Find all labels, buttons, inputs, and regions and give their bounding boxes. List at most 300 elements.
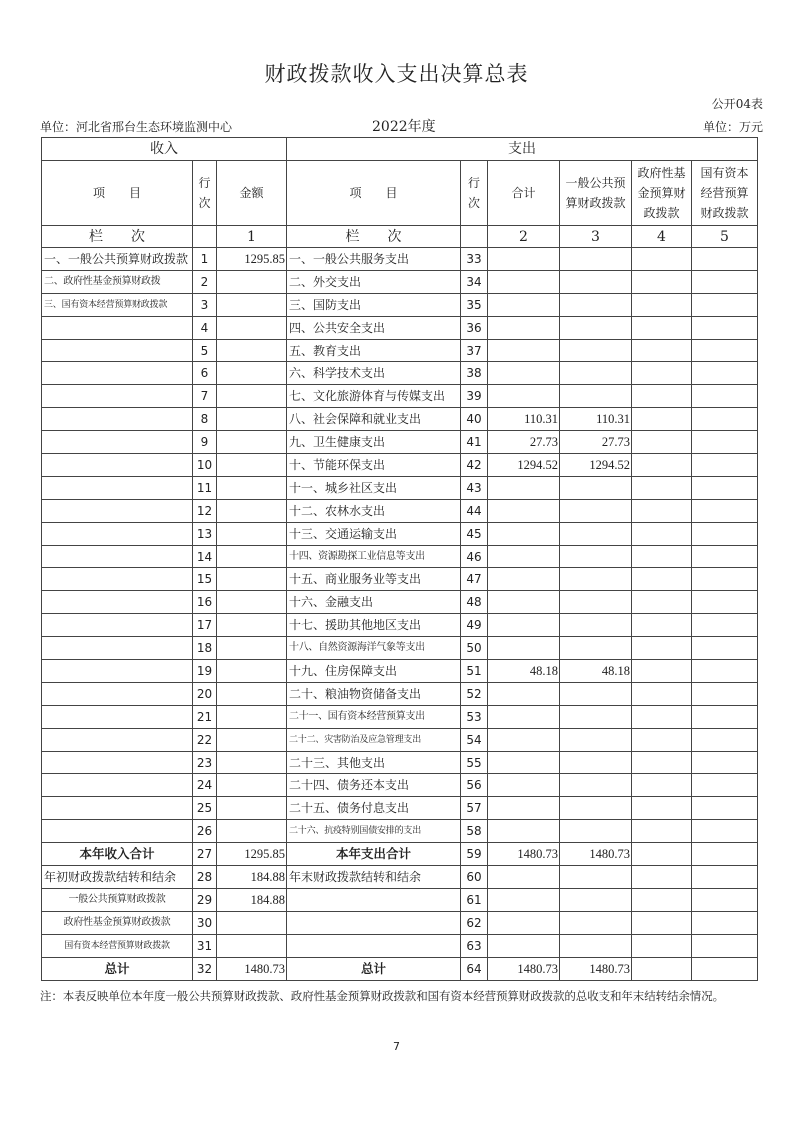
expense-line-no: 40: [461, 408, 488, 431]
state-capital-amount: [692, 408, 758, 431]
expense-line-no: 43: [461, 476, 488, 499]
gov-fund-amount: [632, 682, 692, 705]
expense-item: 四、公共安全支出: [287, 316, 461, 339]
income-line-no: 11: [193, 476, 217, 499]
general-budget-amount: [560, 316, 632, 339]
header-row-sections: [42, 138, 758, 161]
gov-fund-amount: [632, 362, 692, 385]
table-row: [42, 911, 758, 934]
income-item: [42, 728, 193, 751]
income-line-no: 15: [193, 568, 217, 591]
state-capital-amount: [692, 499, 758, 522]
state-capital-amount: [692, 293, 758, 316]
general-budget-amount: [560, 499, 632, 522]
general-budget-amount: [560, 911, 632, 934]
general-budget-amount: [560, 866, 632, 889]
income-line-no: 30: [193, 911, 217, 934]
expense-total: [488, 339, 560, 362]
expense-total: [488, 591, 560, 614]
table-row: [42, 431, 758, 454]
expense-item: 二十六、抗疫特别国债安排的支出: [287, 820, 461, 843]
fiscal-year: 2022年度: [372, 119, 436, 135]
income-line-no: 1: [193, 248, 217, 271]
income-item: [42, 476, 193, 499]
income-item: 年初财政拨款结转和结余: [42, 866, 193, 889]
expense-item: 二、外交支出: [287, 270, 461, 293]
expense-line-no: 35: [461, 293, 488, 316]
expense-line-no: 59: [461, 843, 488, 866]
state-capital-amount: [692, 957, 758, 980]
income-item: [42, 568, 193, 591]
expense-total: [488, 270, 560, 293]
state-capital-amount: [692, 637, 758, 660]
currency-unit: 单位：万元: [702, 120, 763, 134]
general-budget-amount: [560, 637, 632, 660]
general-budget-amount: 1480.73: [560, 957, 632, 980]
state-capital-amount: [692, 911, 758, 934]
income-item: [42, 499, 193, 522]
income-amount-header: 金额: [217, 161, 287, 226]
table-row: [42, 843, 758, 866]
header-row-columns: [42, 161, 758, 226]
general-budget-amount: [560, 728, 632, 751]
general-budget-amount: [560, 339, 632, 362]
expense-item: 年末财政拨款结转和结余: [287, 866, 461, 889]
expense-line-no: 46: [461, 545, 488, 568]
empty-cell: [193, 226, 217, 248]
general-budget-amount: [560, 522, 632, 545]
income-amount: 1480.73: [217, 957, 287, 980]
income-item: 国有资本经营预算财政拨款: [42, 934, 193, 957]
income-item: [42, 751, 193, 774]
general-budget-amount: [560, 591, 632, 614]
income-line-no: 26: [193, 820, 217, 843]
state-capital-amount: [692, 476, 758, 499]
state-capital-amount: [692, 270, 758, 293]
income-amount: [217, 934, 287, 957]
header-row-column-numbers: [42, 226, 758, 248]
expense-total: [488, 820, 560, 843]
expense-line-no: 51: [461, 660, 488, 683]
table-row: [42, 614, 758, 637]
income-amount: [217, 316, 287, 339]
general-budget-amount: [560, 934, 632, 957]
table-row: [42, 637, 758, 660]
table-row: [42, 705, 758, 728]
gov-fund-amount: [632, 568, 692, 591]
income-item: [42, 454, 193, 477]
gov-fund-amount: [632, 797, 692, 820]
gov-fund-amount: [632, 591, 692, 614]
income-line-no: 17: [193, 614, 217, 637]
income-amount: [217, 431, 287, 454]
gov-fund-amount: [632, 911, 692, 934]
general-budget-amount: 110.31: [560, 408, 632, 431]
state-capital-amount: [692, 362, 758, 385]
general-budget-amount: [560, 476, 632, 499]
expense-total: [488, 568, 560, 591]
income-line-no: 24: [193, 774, 217, 797]
document-title: 财政拨款收入支出决算总表: [264, 62, 529, 86]
income-amount: [217, 293, 287, 316]
table-row: [42, 408, 758, 431]
income-amount: [217, 385, 287, 408]
table-row: [42, 728, 758, 751]
income-amount: [217, 499, 287, 522]
income-amount: 1295.85: [217, 248, 287, 271]
expense-item: 二十一、国有资本经营预算支出: [287, 705, 461, 728]
income-amount: [217, 339, 287, 362]
general-budget-amount: [560, 362, 632, 385]
expense-item: 二十二、灾害防治及应急管理支出: [287, 728, 461, 751]
expense-item: 十一、城乡社区支出: [287, 476, 461, 499]
expense-line-no: 54: [461, 728, 488, 751]
income-amount: [217, 705, 287, 728]
state-capital-amount: [692, 797, 758, 820]
expense-item: [287, 934, 461, 957]
table-row: [42, 293, 758, 316]
income-item: [42, 545, 193, 568]
income-line-no: 27: [193, 843, 217, 866]
page-number: 7: [393, 1040, 400, 1053]
table-row: [42, 385, 758, 408]
income-item: 一般公共预算财政拨款: [42, 888, 193, 911]
table-row: [42, 522, 758, 545]
state-capital-amount: [692, 545, 758, 568]
expense-line-no: 39: [461, 385, 488, 408]
state-capital-amount: [692, 843, 758, 866]
income-amount: [217, 270, 287, 293]
gov-fund-amount: [632, 248, 692, 271]
income-line-no: 2: [193, 270, 217, 293]
gov-fund-amount: [632, 270, 692, 293]
gov-fund-amount: [632, 843, 692, 866]
state-capital-amount: [692, 614, 758, 637]
expense-line-no: 41: [461, 431, 488, 454]
gov-fund-amount: [632, 431, 692, 454]
expense-total: [488, 728, 560, 751]
income-line-no: 32: [193, 957, 217, 980]
income-line-no: 16: [193, 591, 217, 614]
expense-item-header: 项 目: [287, 161, 461, 226]
income-amount: [217, 408, 287, 431]
col-number-1: 1: [217, 226, 287, 248]
income-amount: [217, 728, 287, 751]
general-budget-amount: [560, 774, 632, 797]
gov-fund-amount: [632, 751, 692, 774]
total-header: 合计: [488, 161, 560, 226]
income-line-no: 22: [193, 728, 217, 751]
state-capital-amount: [692, 682, 758, 705]
expense-line-no: 48: [461, 591, 488, 614]
income-amount: [217, 614, 287, 637]
income-line-no: 25: [193, 797, 217, 820]
income-line-no: 14: [193, 545, 217, 568]
state-capital-amount: [692, 591, 758, 614]
general-budget-amount: 48.18: [560, 660, 632, 683]
income-item-header: 项 目: [42, 161, 193, 226]
state-capital-amount: [692, 316, 758, 339]
income-item: [42, 362, 193, 385]
expense-total: [488, 682, 560, 705]
table-row: [42, 545, 758, 568]
gov-fund-amount: [632, 820, 692, 843]
gov-fund-amount: [632, 934, 692, 957]
table-row: [42, 934, 758, 957]
expense-item: 十七、援助其他地区支出: [287, 614, 461, 637]
income-line-no: 5: [193, 339, 217, 362]
state-capital-amount: [692, 888, 758, 911]
income-line-no: 21: [193, 705, 217, 728]
expense-item: 三、国防支出: [287, 293, 461, 316]
table-row: [42, 660, 758, 683]
gov-fund-amount: [632, 866, 692, 889]
gov-fund-amount: [632, 728, 692, 751]
expense-line-no: 36: [461, 316, 488, 339]
col-number-5: 5: [692, 226, 758, 248]
expense-item: 二十三、其他支出: [287, 751, 461, 774]
general-budget-amount: [560, 797, 632, 820]
expense-line-no: 42: [461, 454, 488, 477]
state-capital-amount: [692, 660, 758, 683]
empty-cell: [461, 226, 488, 248]
expense-total: 27.73: [488, 431, 560, 454]
col-number-3: 3: [560, 226, 632, 248]
expense-line-no: 44: [461, 499, 488, 522]
expense-line-no: 37: [461, 339, 488, 362]
income-amount: [217, 774, 287, 797]
expense-line-no: 56: [461, 774, 488, 797]
state-capital-amount: [692, 934, 758, 957]
state-capital-amount: [692, 820, 758, 843]
income-item: [42, 705, 193, 728]
income-line-no: 8: [193, 408, 217, 431]
expense-total: [488, 545, 560, 568]
general-budget-header: 一般公共预算财政拨款: [560, 161, 632, 226]
gov-fund-amount: [632, 293, 692, 316]
table-row: [42, 820, 758, 843]
gov-fund-amount: [632, 522, 692, 545]
expense-total: [488, 385, 560, 408]
income-amount: 1295.85: [217, 843, 287, 866]
income-amount: [217, 797, 287, 820]
income-line-no: 28: [193, 866, 217, 889]
income-line-no: 12: [193, 499, 217, 522]
expense-total: 1480.73: [488, 957, 560, 980]
income-line-no: 19: [193, 660, 217, 683]
state-capital-amount: [692, 385, 758, 408]
income-line-no: 13: [193, 522, 217, 545]
expense-line-no: 60: [461, 866, 488, 889]
column-label: 栏 次: [287, 226, 461, 248]
income-line-no: 31: [193, 934, 217, 957]
general-budget-amount: [560, 888, 632, 911]
fiscal-appropriation-table: [41, 137, 758, 981]
expense-line-no: 62: [461, 911, 488, 934]
income-line-no: 29: [193, 888, 217, 911]
income-item: [42, 682, 193, 705]
state-capital-amount: [692, 522, 758, 545]
expense-item: 十四、资源勘探工业信息等支出: [287, 545, 461, 568]
income-amount: 184.88: [217, 866, 287, 889]
table-row: [42, 888, 758, 911]
expense-total: [488, 499, 560, 522]
expense-line-no: 64: [461, 957, 488, 980]
state-capital-amount: [692, 431, 758, 454]
expense-total: [488, 362, 560, 385]
col-number-4: 4: [632, 226, 692, 248]
table-row: [42, 499, 758, 522]
gov-fund-amount: [632, 957, 692, 980]
expense-line-no-header: 行次: [461, 161, 488, 226]
income-line-no: 3: [193, 293, 217, 316]
expense-line-no: 53: [461, 705, 488, 728]
expense-total: 1480.73: [488, 843, 560, 866]
expense-item: 十三、交通运输支出: [287, 522, 461, 545]
income-amount: [217, 751, 287, 774]
col-number-2: 2: [488, 226, 560, 248]
income-section-header: 收入: [42, 138, 287, 161]
expense-line-no: 34: [461, 270, 488, 293]
general-budget-amount: [560, 385, 632, 408]
expense-item: 二十五、债务付息支出: [287, 797, 461, 820]
income-item: [42, 820, 193, 843]
income-line-no: 20: [193, 682, 217, 705]
state-capital-amount: [692, 568, 758, 591]
expense-item: [287, 888, 461, 911]
gov-fund-header: 政府性基金预算财政拨款: [632, 161, 692, 226]
expense-section-header: 支出: [287, 138, 758, 161]
expense-line-no: 61: [461, 888, 488, 911]
income-amount: [217, 660, 287, 683]
income-item: 三、国有资本经营预算财政拨款: [42, 293, 193, 316]
expense-line-no: 55: [461, 751, 488, 774]
table-row: [42, 568, 758, 591]
income-item: 政府性基金预算财政拨款: [42, 911, 193, 934]
expense-item: 本年支出合计: [287, 843, 461, 866]
expense-item: 十、节能环保支出: [287, 454, 461, 477]
table-row: [42, 248, 758, 271]
income-item: 总计: [42, 957, 193, 980]
general-budget-amount: [560, 568, 632, 591]
expense-item: 七、文化旅游体育与传媒支出: [287, 385, 461, 408]
income-amount: [217, 362, 287, 385]
income-amount: [217, 820, 287, 843]
table-row: [42, 797, 758, 820]
expense-total: [488, 705, 560, 728]
expense-item: 九、卫生健康支出: [287, 431, 461, 454]
state-capital-amount: [692, 866, 758, 889]
table-row: [42, 476, 758, 499]
expense-line-no: 33: [461, 248, 488, 271]
income-amount: [217, 637, 287, 660]
income-item: 二、政府性基金预算财政拨: [42, 270, 193, 293]
general-budget-amount: 1294.52: [560, 454, 632, 477]
table-row: [42, 682, 758, 705]
general-budget-amount: [560, 682, 632, 705]
expense-item: 十九、住房保障支出: [287, 660, 461, 683]
general-budget-amount: [560, 248, 632, 271]
table-row: [42, 957, 758, 980]
expense-total: 1294.52: [488, 454, 560, 477]
gov-fund-amount: [632, 888, 692, 911]
gov-fund-amount: [632, 385, 692, 408]
expense-line-no: 52: [461, 682, 488, 705]
expense-line-no: 63: [461, 934, 488, 957]
general-budget-amount: 1480.73: [560, 843, 632, 866]
expense-line-no: 49: [461, 614, 488, 637]
state-capital-header: 国有资本经营预算财政拨款: [692, 161, 758, 226]
footnote: 注：本表反映单位本年度一般公共预算财政拨款、政府性基金预算财政拨款和国有资本经营预算财政拨款的总收支和年末结转结余情况。: [40, 989, 724, 1003]
gov-fund-amount: [632, 637, 692, 660]
income-line-no: 10: [193, 454, 217, 477]
expense-total: [488, 248, 560, 271]
gov-fund-amount: [632, 454, 692, 477]
income-item: [42, 316, 193, 339]
income-amount: [217, 522, 287, 545]
income-item: [42, 614, 193, 637]
expense-total: [488, 866, 560, 889]
income-amount: [217, 568, 287, 591]
income-amount: [217, 911, 287, 934]
income-amount: [217, 545, 287, 568]
state-capital-amount: [692, 728, 758, 751]
table-row: [42, 591, 758, 614]
state-capital-amount: [692, 339, 758, 362]
expense-line-no: 38: [461, 362, 488, 385]
expense-total: [488, 614, 560, 637]
expense-line-no: 47: [461, 568, 488, 591]
income-item: [42, 431, 193, 454]
gov-fund-amount: [632, 476, 692, 499]
expense-total: 110.31: [488, 408, 560, 431]
expense-total: [488, 522, 560, 545]
general-budget-amount: [560, 705, 632, 728]
income-line-no: 9: [193, 431, 217, 454]
expense-line-no: 57: [461, 797, 488, 820]
expense-total: [488, 774, 560, 797]
general-budget-amount: [560, 820, 632, 843]
expense-item: 五、教育支出: [287, 339, 461, 362]
gov-fund-amount: [632, 705, 692, 728]
column-label: 栏 次: [42, 226, 193, 248]
expense-total: [488, 934, 560, 957]
expense-item: 二十、粮油物资储备支出: [287, 682, 461, 705]
income-line-no: 23: [193, 751, 217, 774]
income-item: [42, 522, 193, 545]
expense-item: 一、一般公共服务支出: [287, 248, 461, 271]
table-row: [42, 454, 758, 477]
income-item: [42, 660, 193, 683]
general-budget-amount: [560, 614, 632, 637]
expense-item: 总计: [287, 957, 461, 980]
expense-total: [488, 751, 560, 774]
table-row: [42, 339, 758, 362]
gov-fund-amount: [632, 408, 692, 431]
gov-fund-amount: [632, 774, 692, 797]
gov-fund-amount: [632, 660, 692, 683]
table-body: [42, 248, 758, 981]
income-item: [42, 797, 193, 820]
state-capital-amount: [692, 248, 758, 271]
expense-item: 十六、金融支出: [287, 591, 461, 614]
expense-total: [488, 637, 560, 660]
income-amount: [217, 682, 287, 705]
gov-fund-amount: [632, 614, 692, 637]
table-row: [42, 774, 758, 797]
income-item: [42, 591, 193, 614]
table-row: [42, 751, 758, 774]
